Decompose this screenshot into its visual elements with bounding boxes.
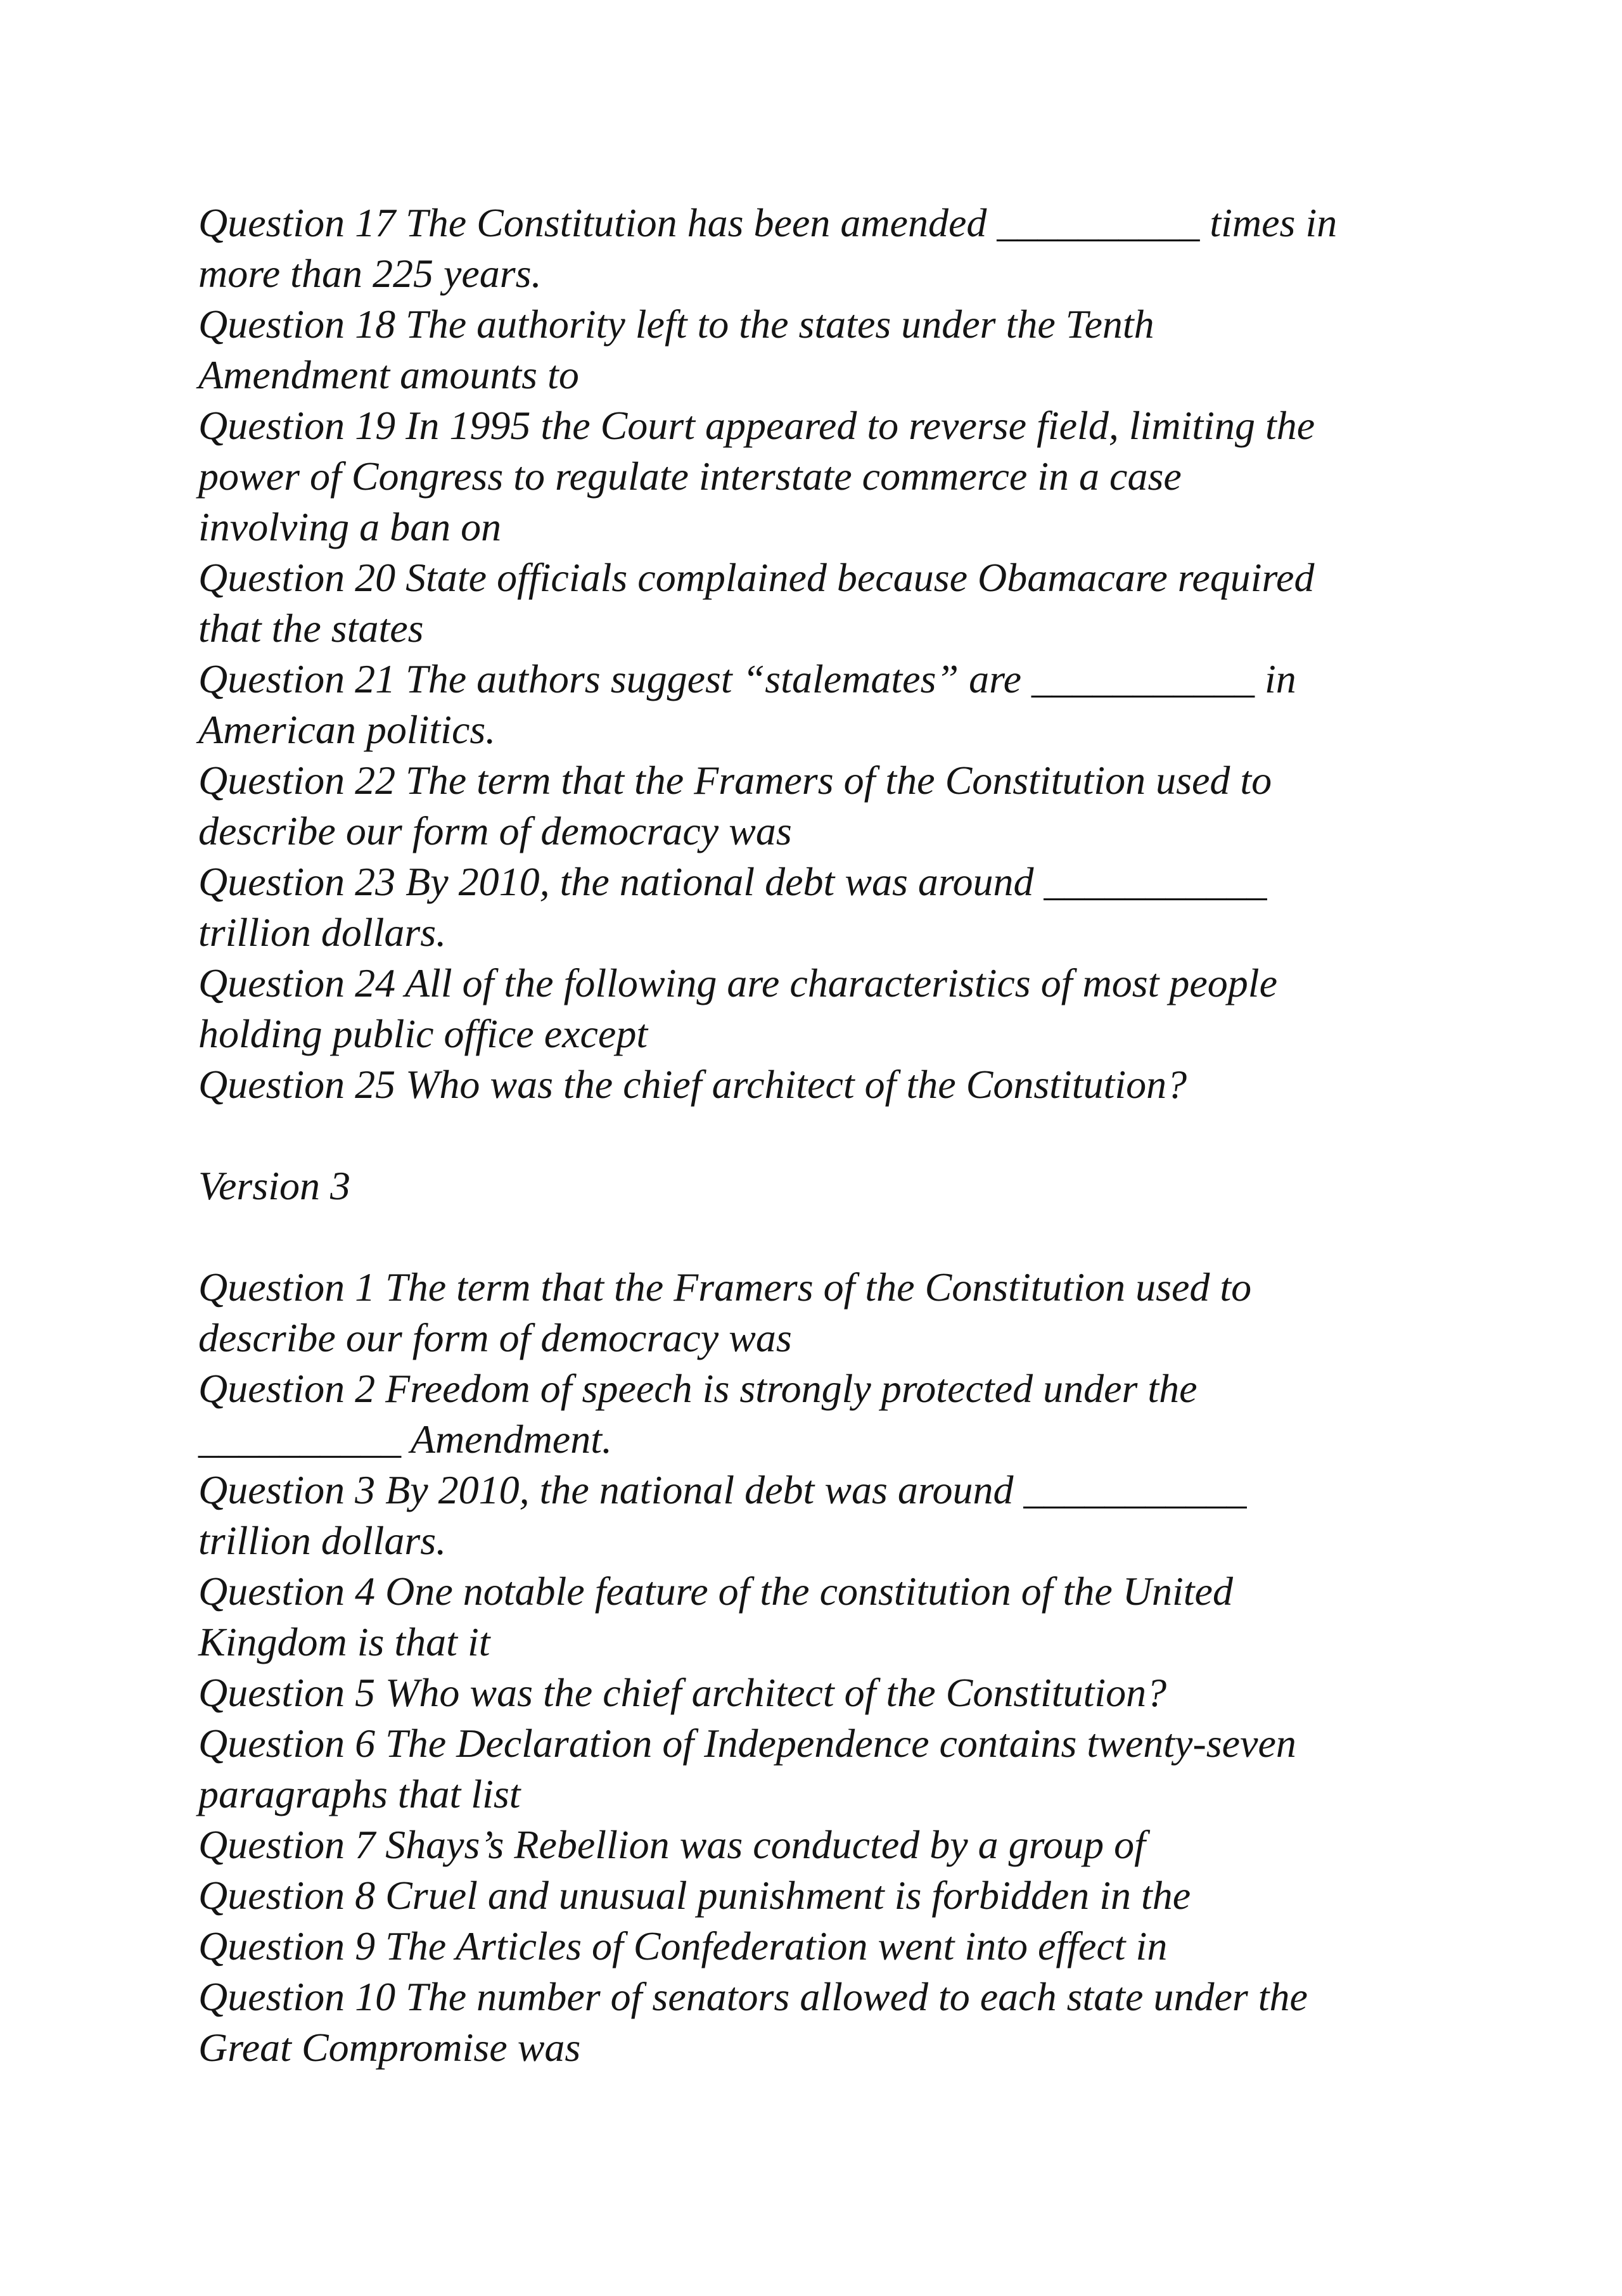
version-heading: Version 3 bbox=[198, 1163, 350, 1208]
text-line: Question 25 Who was the chief architect of the Constitution? bbox=[198, 1062, 1187, 1107]
text-line: Question 4 One notable feature of the constitution of the United bbox=[198, 1569, 1233, 1614]
text-line: power of Congress to regulate interstate commerce in a case bbox=[198, 454, 1182, 499]
text-line: Question 3 By 2010, the national debt was around ___________ bbox=[198, 1467, 1247, 1512]
text-line: Great Compromise was bbox=[198, 2025, 581, 2070]
text-line: Question 23 By 2010, the national debt was around ___________ bbox=[198, 859, 1267, 904]
text-line: describe our form of democracy was bbox=[198, 808, 792, 853]
text-line: Question 2 Freedom of speech is strongly protected under the bbox=[198, 1366, 1197, 1411]
text-line: Question 6 The Declaration of Independence contains twenty-seven bbox=[198, 1721, 1296, 1766]
question-list-part-1 bbox=[198, 198, 1453, 1110]
text-line: __________ Amendment. bbox=[198, 1417, 612, 1462]
text-line: holding public office except bbox=[198, 1011, 648, 1056]
text-line: Question 24 All of the following are characteristics of most people bbox=[198, 960, 1277, 1005]
text-line: Question 19 In 1995 the Court appeared to reverse field, limiting the bbox=[198, 403, 1315, 448]
text-line: describe our form of democracy was bbox=[198, 1315, 792, 1360]
blank-line bbox=[198, 1110, 1453, 1161]
text-line: paragraphs that list bbox=[198, 1771, 521, 1816]
text-line: Kingdom is that it bbox=[198, 1619, 490, 1664]
text-line: Amendment amounts to bbox=[198, 352, 579, 397]
text-line: Question 9 The Articles of Confederation went into effect in bbox=[198, 1923, 1168, 1968]
document-page bbox=[198, 198, 1453, 2073]
text-line: Question 1 The term that the Framers of the Constitution used to bbox=[198, 1265, 1252, 1310]
text-line: more than 225 years. bbox=[198, 251, 542, 296]
text-line: Question 7 Shays’s Rebellion was conducted by a group of bbox=[198, 1822, 1146, 1867]
text-line: Question 5 Who was the chief architect of the Constitution? bbox=[198, 1670, 1167, 1715]
text-line: Question 10 The number of senators allowed to each state under the bbox=[198, 1974, 1308, 2019]
text-line: trillion dollars. bbox=[198, 910, 447, 955]
text-line: Question 18 The authority left to the states under the Tenth bbox=[198, 302, 1154, 347]
text-line: American politics. bbox=[198, 707, 496, 752]
text-line: trillion dollars. bbox=[198, 1518, 447, 1563]
blank-line bbox=[198, 1211, 1453, 1262]
text-line: Question 20 State officials complained because Obamacare required bbox=[198, 555, 1315, 600]
text-line: Question 22 The term that the Framers of the Constitution used to bbox=[198, 758, 1272, 803]
text-line: involving a ban on bbox=[198, 504, 502, 549]
text-line: Question 21 The authors suggest “stalemates” are ___________ in bbox=[198, 656, 1296, 701]
text-line: that the states bbox=[198, 606, 424, 651]
question-list-part-2 bbox=[198, 1262, 1453, 2073]
text-line: Question 17 The Constitution has been amended __________ times in bbox=[198, 200, 1338, 245]
text-line: Question 8 Cruel and unusual punishment is forbidden in the bbox=[198, 1873, 1191, 1918]
